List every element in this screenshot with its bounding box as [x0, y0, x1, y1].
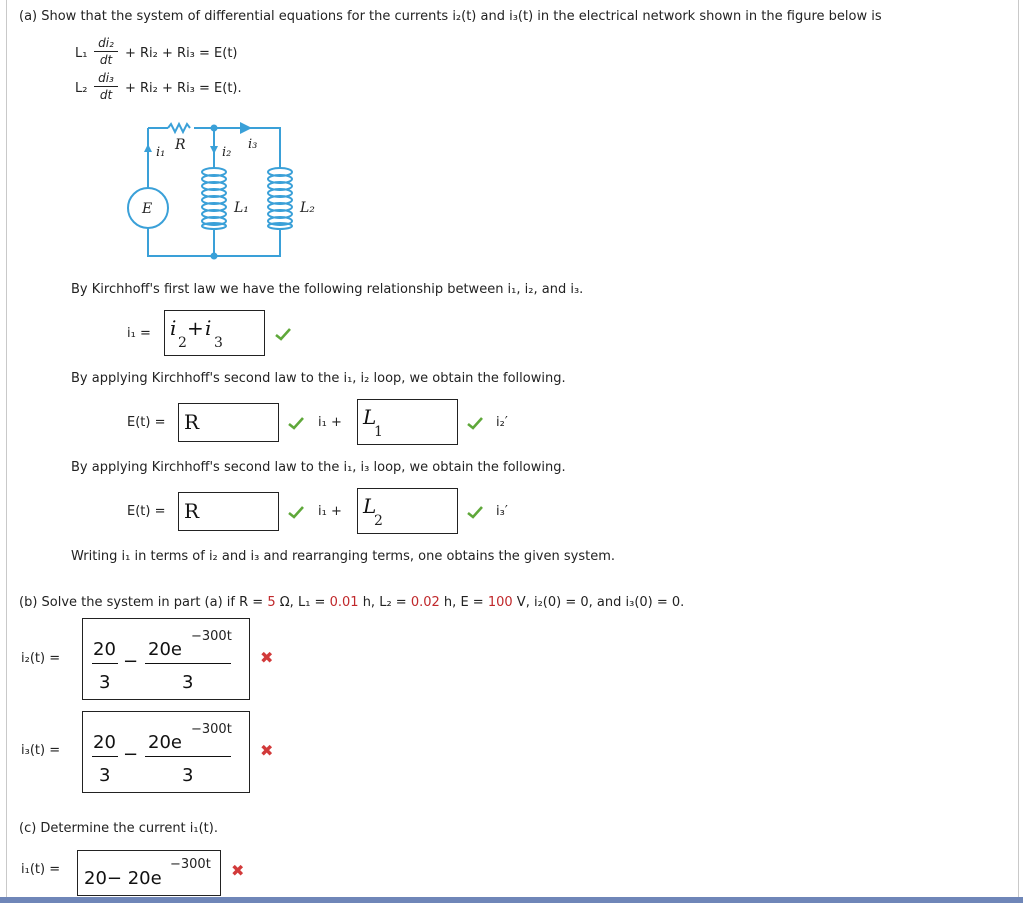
- eq1-coef: L₁: [75, 46, 88, 61]
- loop2-r-value: R: [184, 499, 200, 523]
- eq2-coef: L₂: [75, 81, 88, 96]
- eq1-den: dt: [99, 53, 113, 67]
- loop2-lhs: E(t) =: [127, 504, 166, 519]
- i2-d2: 3: [182, 672, 194, 693]
- loop1-l-box[interactable]: [357, 399, 458, 445]
- loop1-r-box[interactable]: [178, 403, 279, 442]
- i3-minus: −: [123, 744, 139, 765]
- l1-unit: h,: [362, 595, 376, 610]
- eq2-num: di₃: [98, 71, 114, 85]
- part-c-prompt: (c) Determine the current i₁(t).: [19, 821, 218, 836]
- i1-answer-box[interactable]: [164, 310, 265, 356]
- e-label: E =: [460, 595, 484, 610]
- loop1-l-sub: 1: [374, 424, 383, 440]
- check-icon: [467, 416, 483, 430]
- loop1-l-value: L: [363, 405, 377, 429]
- loop2-l-sub: 2: [374, 513, 383, 529]
- i2-n1: 20: [93, 639, 116, 660]
- i1t-base: 20− 20e: [84, 868, 162, 889]
- cross-icon: ✖: [260, 648, 274, 667]
- i1-label: i₁ =: [127, 326, 151, 341]
- i3-label: i₃(t) =: [21, 743, 61, 758]
- eq2-derivative: [94, 71, 118, 102]
- l1-value: 0.01: [329, 595, 359, 610]
- arrow-i2: [210, 146, 218, 154]
- label-i1: i₁: [156, 145, 166, 160]
- i1-ans-a: i: [170, 316, 177, 340]
- part-b-prefix: (b) Solve the system in part (a) if: [19, 595, 235, 610]
- loop1-tail: i₂′: [496, 415, 508, 430]
- node-bottom: [211, 253, 218, 260]
- initial-conditions: i₂(0) = 0, and i₃(0) = 0.: [533, 595, 685, 610]
- loop1-lhs: E(t) =: [127, 415, 166, 430]
- eq2-rest: + Ri₂ + Ri₃ = E(t).: [125, 81, 242, 96]
- loop2-l-box[interactable]: [357, 488, 458, 534]
- i1-ans-plus: +: [187, 316, 204, 340]
- wire-top-right: [194, 128, 280, 168]
- i3-answer-box[interactable]: [82, 711, 250, 793]
- i2-answer-box[interactable]: [82, 618, 250, 700]
- i3-exp: −300t: [191, 722, 232, 737]
- check-icon: [467, 505, 483, 519]
- node-top: [211, 125, 218, 132]
- l2-unit: h,: [443, 595, 457, 610]
- cross-icon: ✖: [260, 741, 274, 760]
- circuit-diagram: [120, 118, 320, 266]
- part-b-prompt: [19, 595, 684, 610]
- label-l2: L₂: [300, 200, 315, 216]
- arrow-i3: [240, 122, 252, 134]
- i2-n2: 20e: [148, 639, 182, 660]
- kirchhoff2a-text: By applying Kirchhoff's second law to the i₁, i₂ loop, we obtain the following.: [71, 371, 566, 386]
- r-value: 5: [267, 595, 276, 610]
- eq1-derivative: [94, 36, 118, 67]
- loop2-l-value: L: [363, 494, 377, 518]
- label-l1: L₁: [234, 200, 249, 216]
- check-icon: [275, 327, 291, 341]
- i2-minus: −: [123, 651, 139, 672]
- kirchhoff1-text: By Kirchhoff's first law we have the following relationship between i₁, i₂, and i₃.: [71, 282, 584, 297]
- l2-value: 0.02: [410, 595, 440, 610]
- i2-exp: −300t: [191, 629, 232, 644]
- l2-label: L₂ =: [379, 595, 407, 610]
- e-unit: V,: [516, 595, 530, 610]
- loop2-r-box[interactable]: [178, 492, 279, 531]
- loop2-tail: i₃′: [496, 504, 508, 519]
- i1-ans-a-sub: 2: [178, 335, 187, 351]
- loop2-mid: i₁ +: [318, 504, 342, 519]
- l1-label: L₁ =: [297, 595, 326, 610]
- r-label: R =: [239, 595, 264, 610]
- i3-d2: 3: [182, 765, 194, 786]
- label-i2: i₂: [222, 145, 232, 160]
- part-a-intro: (a) Show that the system of differential equations for the currents i₂(t) and i₃(t) in the electrical network shown in the figure below is: [19, 9, 882, 24]
- label-r: R: [175, 137, 186, 153]
- i1-ans-b-sub: 3: [214, 335, 223, 351]
- i1t-exp: −300t: [170, 857, 211, 872]
- i2-label: i₂(t) =: [21, 651, 61, 666]
- i1-ans-b: i: [205, 316, 212, 340]
- inductor-l2: [268, 168, 292, 229]
- eq1-num: di₂: [98, 36, 114, 50]
- check-icon: [288, 505, 304, 519]
- i3-n1: 20: [93, 732, 116, 753]
- eq2-den: dt: [99, 88, 113, 102]
- r-unit: Ω,: [279, 595, 294, 610]
- bottom-bar: [0, 897, 1023, 903]
- loop1-mid: i₁ +: [318, 415, 342, 430]
- check-icon: [288, 416, 304, 430]
- label-e: E: [142, 201, 153, 217]
- eq1-rest: + Ri₂ + Ri₃ = E(t): [125, 46, 238, 61]
- i2-d1: 3: [99, 672, 111, 693]
- resistor-symbol: [168, 124, 190, 132]
- i1t-label: i₁(t) =: [21, 862, 61, 877]
- kirchhoff2b-text: By applying Kirchhoff's second law to the i₁, i₃ loop, we obtain the following.: [71, 460, 566, 475]
- i1t-answer-box[interactable]: [77, 850, 221, 896]
- label-i3: i₃: [248, 137, 258, 152]
- loop1-r-value: R: [184, 410, 200, 434]
- inductor-l1: [202, 168, 226, 229]
- i3-d1: 3: [99, 765, 111, 786]
- e-value: 100: [487, 595, 513, 610]
- i3-n2: 20e: [148, 732, 182, 753]
- writing-text: Writing i₁ in terms of i₂ and i₃ and rearranging terms, one obtains the given system.: [71, 549, 615, 564]
- cross-icon: ✖: [231, 861, 245, 880]
- arrow-i1: [144, 144, 152, 152]
